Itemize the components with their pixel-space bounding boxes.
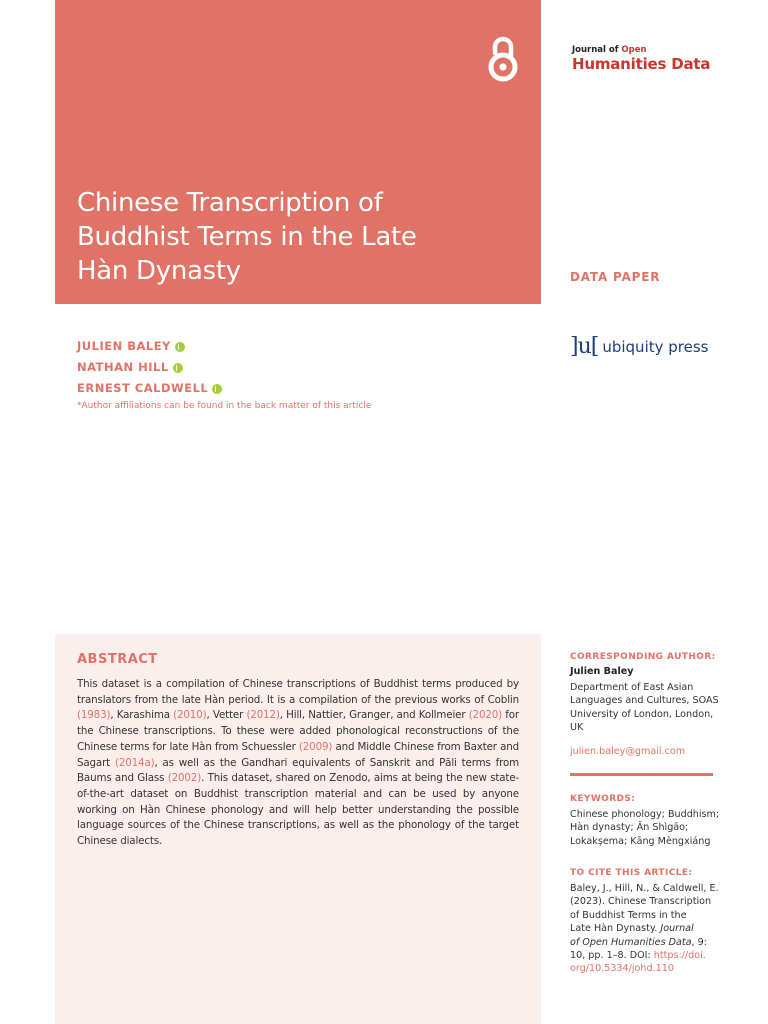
- author-list: [77, 336, 222, 399]
- author-item: [77, 357, 222, 378]
- journal-logo-prefix: Journal of: [572, 45, 622, 55]
- abstract-segment: and Middle Chinese from Baxter and Sagart: [77, 740, 519, 769]
- journal-logo: [572, 45, 710, 73]
- citation-link[interactable]: (2009): [298, 740, 333, 753]
- author-item: [77, 378, 222, 399]
- citation-link[interactable]: (1983): [77, 709, 111, 722]
- citation-line: of Buddhist Terms in the: [570, 909, 687, 921]
- open-access-icon: [484, 35, 522, 85]
- journal-logo-open: Open: [621, 45, 647, 55]
- publisher-logo: [570, 334, 708, 360]
- abstract-segment: , Vetter: [206, 709, 247, 722]
- corresponding-author-email[interactable]: julien.baley@gmail.com: [570, 745, 686, 757]
- affiliation-note: *Author affiliations can be found in the back matter of this article: [77, 401, 372, 411]
- keywords-text: [570, 808, 720, 848]
- citation-link[interactable]: (2020): [468, 709, 503, 722]
- orcid-icon[interactable]: [175, 342, 185, 352]
- citation-link[interactable]: (2012): [246, 709, 280, 722]
- citation-section: [570, 868, 720, 976]
- author-name[interactable]: ERNEST CALDWELL: [77, 381, 209, 395]
- citation-volume: , 9:: [691, 936, 707, 948]
- author-name[interactable]: NATHAN HILL: [77, 360, 169, 374]
- citation-link[interactable]: (2002): [167, 772, 202, 785]
- article-title-line: Chinese Transcription of: [77, 188, 383, 218]
- affiliation-line: UK: [570, 722, 584, 734]
- corresponding-author-section: [570, 652, 720, 758]
- abstract-segment: This dataset is a compilation of Chinese transcriptions of Buddhist terms produced by translators from the late Hàn period. It is a compilation of the previous works of Coblin: [77, 678, 519, 706]
- corresponding-author-name: Julien Baley: [570, 666, 634, 677]
- citation-line: (2023). Chinese Transcription: [570, 896, 712, 908]
- keyword-line: Hàn dynasty; Ān Shìgāo;: [570, 822, 689, 834]
- citation-text: [570, 882, 720, 976]
- journal-logo-small: [572, 45, 710, 55]
- author-item: [77, 336, 222, 357]
- orcid-icon[interactable]: [173, 363, 183, 373]
- abstract-segment: for the Chinese transcriptions. To these were added phonological reconstructions of the Chinese terms for late Hàn from Schuessler: [77, 709, 519, 753]
- citation-heading: TO CITE THIS ARTICLE:: [570, 868, 693, 878]
- keyword-line: Lokakṣema; Kāng Mèngxiáng: [570, 835, 711, 847]
- abstract-text: [77, 677, 519, 850]
- publisher-name: ubiquity press: [602, 338, 709, 356]
- citation-doi-link[interactable]: org/10.5334/johd.110: [570, 963, 674, 975]
- citation-journal: Journal: [660, 923, 694, 935]
- journal-logo-name: Humanities Data: [572, 55, 711, 73]
- abstract-segment: , as well as the Gandhari equivalents of Sanskrit and Pāli terms from Baums and Glass: [77, 756, 519, 785]
- orcid-icon[interactable]: [212, 384, 222, 394]
- affiliation-line: Department of East Asian: [570, 682, 694, 693]
- sidebar-divider: [570, 773, 713, 776]
- paper-type-label: DATA PAPER: [570, 270, 661, 284]
- corresponding-author-heading: CORRESPONDING AUTHOR:: [570, 652, 716, 662]
- citation-line: Baley, J., Hill, N., & Caldwell, E.: [570, 883, 719, 894]
- citation-doi-link[interactable]: https://doi.: [653, 950, 706, 962]
- corresponding-author-affiliation: [570, 681, 720, 735]
- keywords-section: [570, 794, 720, 848]
- citation-journal: of Open Humanities Data: [570, 936, 692, 948]
- article-title: [77, 186, 497, 288]
- article-title-line: Buddhist Terms in the Late: [77, 222, 417, 252]
- keywords-heading: KEYWORDS:: [570, 794, 636, 804]
- abstract-segment: , Karashima: [110, 709, 174, 722]
- article-title-line: Hàn Dynasty: [77, 256, 241, 286]
- citation-link[interactable]: (2010): [173, 709, 207, 722]
- keyword-line: Chinese phonology; Buddhism;: [570, 809, 720, 820]
- author-name[interactable]: JULIEN BALEY: [77, 339, 171, 353]
- citation-line: Late Hàn Dynasty.: [570, 923, 658, 935]
- ubiquity-logo-icon: ]u[: [570, 334, 599, 359]
- abstract-segment: . This dataset, shared on Zenodo, aims at being the new state-of-the-art dataset on Buddhist transcription material and can be used by anyone working on Hàn Chinese phonology and will help better understanding the possible language sources of the Chinese transcriptions, as well as the phonology of the target Chinese dialects.: [77, 772, 520, 848]
- citation-link[interactable]: (2014a): [114, 756, 155, 769]
- citation-pages: 10, pp. 1–8. DOI:: [570, 950, 654, 962]
- affiliation-line: University of London, London,: [570, 708, 714, 720]
- abstract-segment: , Hill, Nattier, Granger, and Kollmeier: [279, 709, 469, 722]
- abstract-heading: ABSTRACT: [77, 652, 158, 667]
- affiliation-line: Languages and Cultures, SOAS: [570, 695, 719, 707]
